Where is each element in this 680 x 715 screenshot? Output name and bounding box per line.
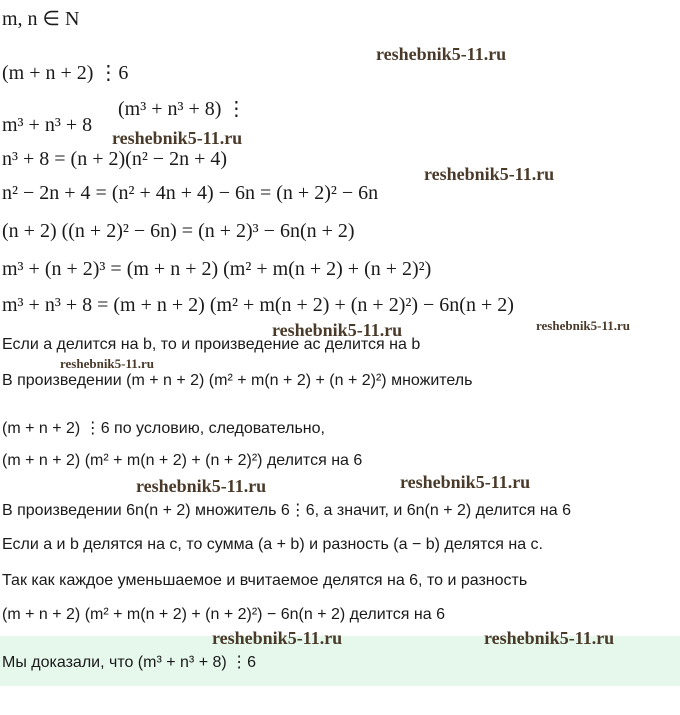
sum-of-cubes-line: m³ + (n + 2)³ = (m + n + 2) (m² + m(n + 2) + (n + 2)²) — [2, 258, 432, 280]
product-factor-text: В произведении (m + n + 2) (m² + m(n + 2) + (n + 2)²) множитель — [2, 372, 473, 389]
difference-statement: Так как каждое уменьшаемое и вчитаемое делятся на 6, то и разность — [2, 572, 528, 589]
final-identity-line: m³ + n³ + 8 = (m + n + 2) (m² + m(n + 2) + (n + 2)²) − 6n(n + 2) — [2, 294, 514, 316]
conclusion-text: Мы доказали, что (m³ + n³ + 8) ⋮6 — [2, 654, 257, 671]
watermark: reshebnik5-11.ru — [112, 128, 243, 148]
factorization-line: n³ + 8 = (n + 2)(n² − 2n + 4) — [2, 148, 228, 170]
watermark: reshebnik5-11.ru — [60, 356, 155, 371]
clipped-expression: (m³ + n³ + 8) ⋮ — [118, 98, 247, 120]
watermark: reshebnik5-11.ru — [136, 476, 267, 496]
condition-consequence-text: (m + n + 2) ⋮6 по условию, следовательно, — [2, 420, 325, 437]
expansion-line: (n + 2) ((n + 2)² − 6n) = (n + 2)³ − 6n(n + 2) — [2, 220, 355, 242]
condition-line: (m + n + 2) ⋮6 — [2, 62, 129, 84]
watermark: reshebnik5-11.ru — [536, 318, 631, 333]
watermark: reshebnik5-11.ru — [272, 320, 403, 340]
watermark: reshebnik5-11.ru — [424, 164, 555, 184]
watermark: reshebnik5-11.ru — [376, 44, 507, 64]
rule-sum-difference: Если a и b делятся на c, то сумма (a + b) и разность (a − b) делятся на c. — [2, 536, 543, 553]
rule-divisibility-product: Если a делится на b, то и произведение ac делится на b — [2, 336, 421, 353]
watermark: reshebnik5-11.ru — [400, 472, 531, 492]
second-product-text: В произведении 6n(n + 2) множитель 6⋮6, а значит, и 6n(n + 2) делится на 6 — [2, 502, 571, 519]
product-divisible-text: (m + n + 2) (m² + m(n + 2) + (n + 2)²) делится на 6 — [2, 452, 363, 469]
watermark: reshebnik5-11.ru — [212, 628, 343, 648]
watermark: reshebnik5-11.ru — [484, 628, 615, 648]
expression-line: m³ + n³ + 8 — [2, 114, 93, 136]
given-line: m, n ∈ N — [2, 8, 80, 30]
completing-square-line: n² − 2n + 4 = (n² + 4n + 4) − 6n = (n + 2)² − 6n — [2, 182, 379, 204]
difference-divisible-text: (m + n + 2) (m² + m(n + 2) + (n + 2)²) − 6n(n + 2) делится на 6 — [2, 606, 445, 623]
